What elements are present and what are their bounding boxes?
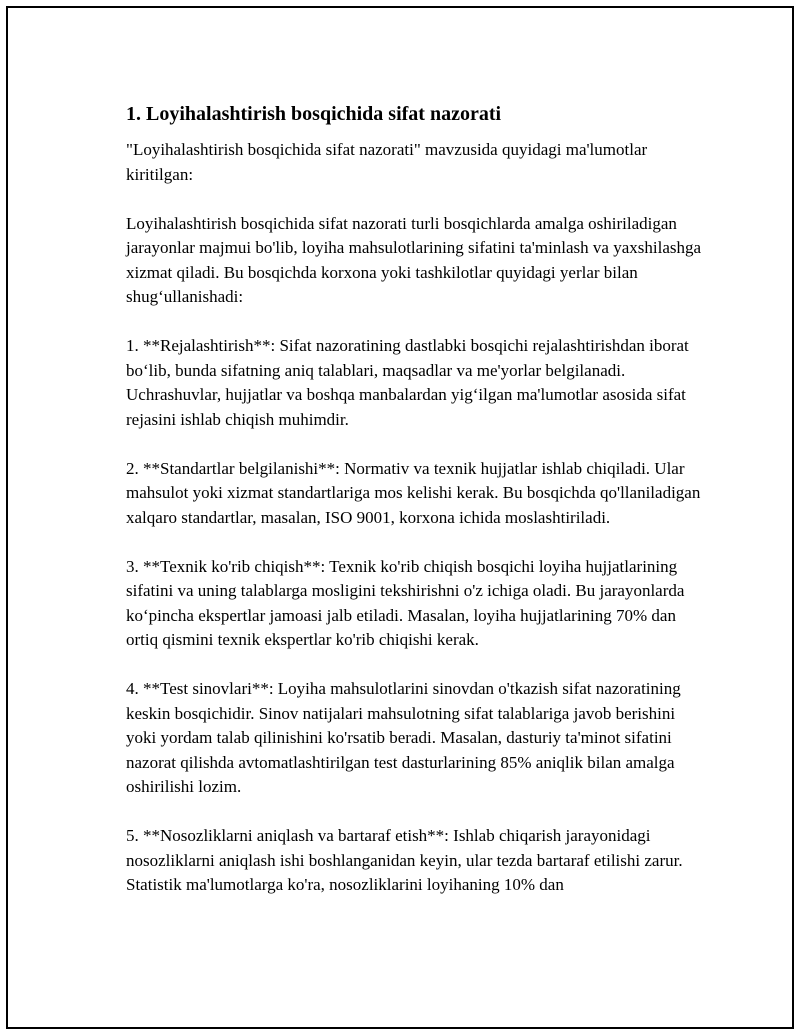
item-planning-paragraph: 1. **Rejalashtirish**: Sifat nazoratining dastlabki bosqichi rejalashtirishdan iborat bo‘lib, bunda sifatning aniq talablari, maqsadlar va me'yorlar belgilanadi. Uchrashuvlar, hujjatlar va boshqa manbalardan yig‘ilgan ma'lumotlar asosida sifat rejasini ishlab chiqish muhimdir. bbox=[126, 336, 689, 429]
item-technical-review-paragraph: 3. **Texnik ko'rib chiqish**: Texnik ko'rib chiqish bosqichi loyiha hujjatlarining sifatini va uning talablarga mosligini tekshirishni o'z ichiga oladi. Bu jarayonlarda ko‘pincha ekspertlar jamoasi jalb etiladi. Masalan, loyiha hujjatlarining 70% dan ortiq qismini texnik ekspertlar ko'rib chiqishi kerak. bbox=[126, 556, 685, 649]
document-title: 1. Loyihalashtirish bosqichida sifat nazorati bbox=[126, 103, 502, 125]
intro-paragraph: "Loyihalashtirish bosqichida sifat nazorati" mavzusida quyidagi ma'lumotlar kiritilgan: bbox=[126, 140, 648, 184]
document-page bbox=[6, 6, 794, 1029]
item-standards-paragraph: 2. **Standartlar belgilanishi**: Normativ va texnik hujjatlar ishlab chiqiladi. Ular mahsulot yoki xizmat standartlariga mos kelishi kerak. Bu bosqichda qo'llaniladigan xalqaro standartlar, masalan, ISO 9001, korxona ichida moslashtiriladi. bbox=[126, 458, 701, 527]
document-body bbox=[126, 100, 706, 898]
item-defects-paragraph: 5. **Nosozliklarni aniqlash va bartaraf etish**: Ishlab chiqarish jarayonidagi nosozliklarni aniqlash ishi boshlanganidan keyin, ular tezda bartaraf etilishi zarur. Statistik ma'lumotlarga ko'ra, nosozliklarini loyihaning 10% dan bbox=[126, 826, 683, 894]
overview-paragraph: Loyihalashtirish bosqichida sifat nazorati turli bosqichlarda amalga oshiriladigan jarayonlar majmui bo'lib, loyiha mahsulotlarining sifatini ta'minlash va yaxshilashga xizmat qiladi. Bu bosqichda korxona yoki tashkilotlar quyidagi yerlar bilan shug‘ullanishadi: bbox=[126, 213, 702, 306]
item-testing-paragraph: 4. **Test sinovlari**: Loyiha mahsulotlarini sinovdan o'tkazish sifat nazoratining keskin bosqichidir. Sinov natijalari mahsulotning sifat talablariga javob berishini yoki yordam talab qilinishini ko'rsatib beradi. Masalan, dasturiy ta'minot sifatini nazorat qilishda avtomatlashtirilgan test dasturlarining 85% aniqlik bilan amalga oshirilishi lozim. bbox=[126, 679, 681, 796]
